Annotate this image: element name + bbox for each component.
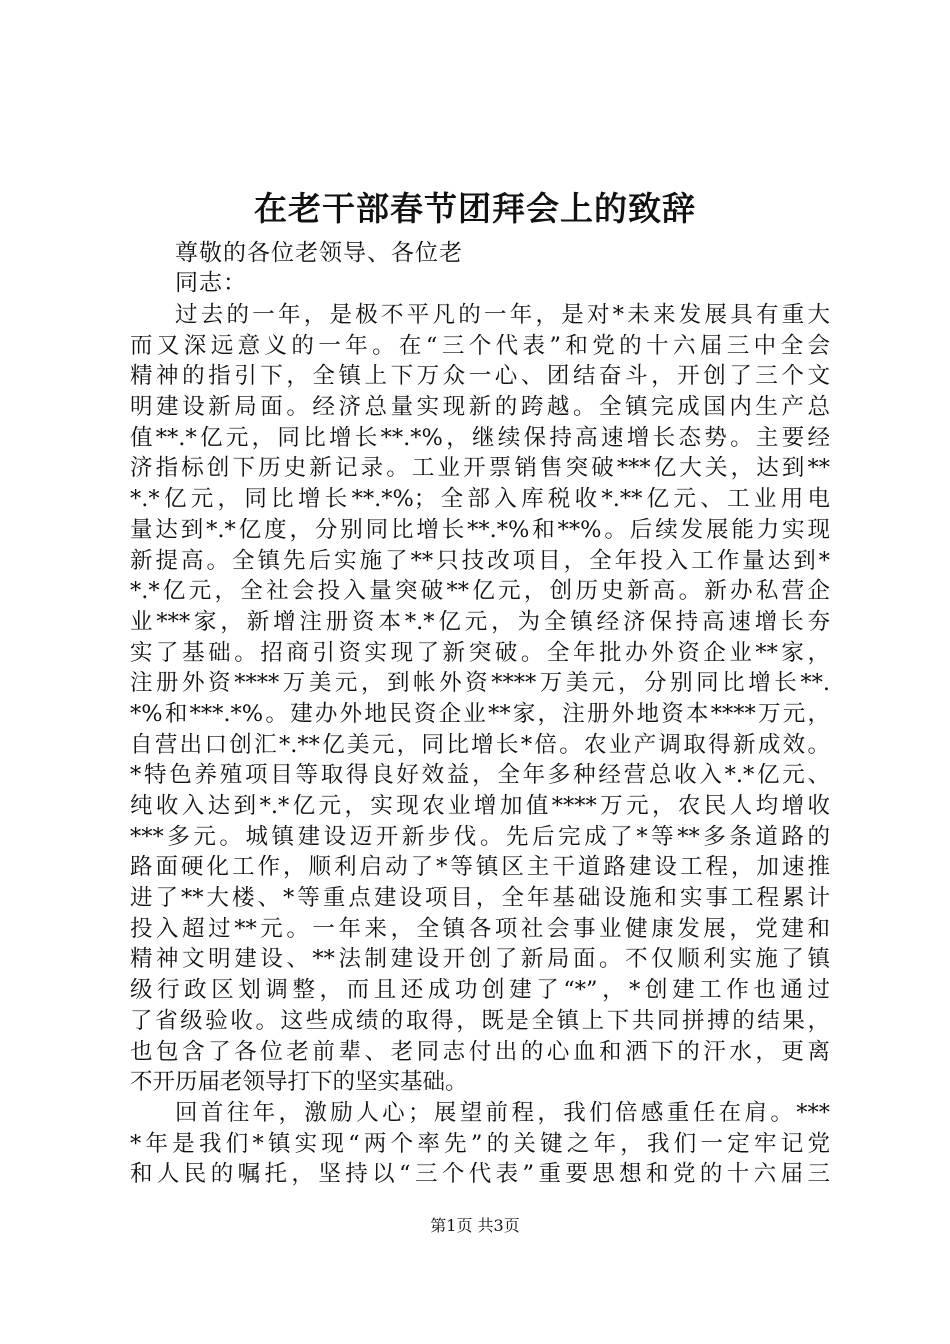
paragraph-line: 明建设新局面。经济总量实现新的跨越。全镇完成国内生产总 xyxy=(130,394,830,421)
paragraph-line: 济指标创下历史新记录。工业开票销售突破***亿大关，达到** xyxy=(130,455,830,482)
salutation xyxy=(175,238,535,298)
document-title: 在老干部春节团拜会上的致辞 xyxy=(254,189,696,228)
paragraph-line: 回首往年，激励人心；展望前程，我们倍感重任在肩。*** xyxy=(175,1099,830,1126)
paragraph-line: *特色养殖项目等取得良好效益，全年多种经营总收入*.*亿元、 xyxy=(130,762,830,789)
paragraph-line: 级行政区划调整，而且还成功创建了“*”，*创建工作也通过 xyxy=(130,977,830,1004)
paragraph-line: 值**.*亿元，同比增长**.*%，继续保持高速增长态势。主要经 xyxy=(130,424,830,451)
paragraph-line: *%和***.*%。建办外地民资企业**家，注册外地资本****万元， xyxy=(130,700,830,727)
page-footer: 第1页 共3页 xyxy=(430,1216,520,1235)
paragraph-line: 业***家，新增注册资本*.*亿元，为全镇经济保持高速增长夯 xyxy=(130,608,830,635)
paragraph-line: ***多元。城镇建设迈开新步伐。先后完成了*等**多条道路的 xyxy=(130,823,830,850)
paragraph-line: 而又深远意义的一年。在“三个代表”和党的十六届三中全会 xyxy=(130,332,830,359)
paragraph-line: 和人民的嘱托，坚持以“三个代表”重要思想和党的十六届三 xyxy=(130,1161,830,1188)
paragraph-line: 纯收入达到*.*亿元，实现农业增加值****万元，农民人均增收 xyxy=(130,793,830,819)
paragraph xyxy=(130,1098,830,1190)
paragraph-line: 也包含了各位老前辈、老同志付出的心血和洒下的汗水，更离 xyxy=(130,1038,830,1065)
paragraph-line: 不开历届老领导打下的坚实基础。 xyxy=(130,1069,468,1096)
paragraph-line: *.*亿元，全社会投入量突破**亿元，创历史新高。新办私营企 xyxy=(130,578,830,605)
document-body xyxy=(130,300,830,1190)
salutation-line: 同志： xyxy=(175,270,247,296)
paragraph-line: 路面硬化工作，顺利启动了*等镇区主干道路建设工程，加速推 xyxy=(130,854,830,881)
paragraph-line: 投入超过**元。一年来，全镇各项社会事业健康发展，党建和 xyxy=(130,915,830,942)
paragraph-line: *年是我们*镇实现“两个率先”的关键之年，我们一定牢记党 xyxy=(130,1130,830,1157)
paragraph-line: *.*亿元，同比增长**.*%；全部入库税收*.**亿元、工业用电 xyxy=(130,486,830,513)
salutation-line: 尊敬的各位老领导、各位老 xyxy=(175,240,463,266)
paragraph-line: 精神文明建设、**法制建设开创了新局面。不仅顺利实施了镇 xyxy=(130,946,830,973)
paragraph-line: 实了基础。招商引资实现了新突破。全年批办外资企业**家， xyxy=(130,639,830,666)
paragraph-line: 新提高。全镇先后实施了**只技改项目，全年投入工作量达到* xyxy=(130,547,830,574)
paragraph-line: 了省级验收。这些成绩的取得，既是全镇上下共同拼搏的结果， xyxy=(130,1007,830,1034)
paragraph-line: 进了**大楼、*等重点建设项目，全年基础设施和实事工程累计 xyxy=(130,885,830,912)
paragraph-line: 注册外资****万美元，到帐外资****万美元，分别同比增长**. xyxy=(130,670,830,697)
paragraph-line: 过去的一年，是极不平凡的一年，是对*未来发展具有重大 xyxy=(175,302,830,328)
paragraph-line: 自营出口创汇*.**亿美元，同比增长*倍。农业产调取得新成效。 xyxy=(130,731,830,758)
paragraph-line: 量达到*.*亿度，分别同比增长**.*%和**%。后续发展能力实现 xyxy=(130,516,830,543)
paragraph xyxy=(130,300,830,1098)
paragraph-line: 精神的指引下，全镇上下万众一心、团结奋斗，开创了三个文 xyxy=(130,363,830,390)
